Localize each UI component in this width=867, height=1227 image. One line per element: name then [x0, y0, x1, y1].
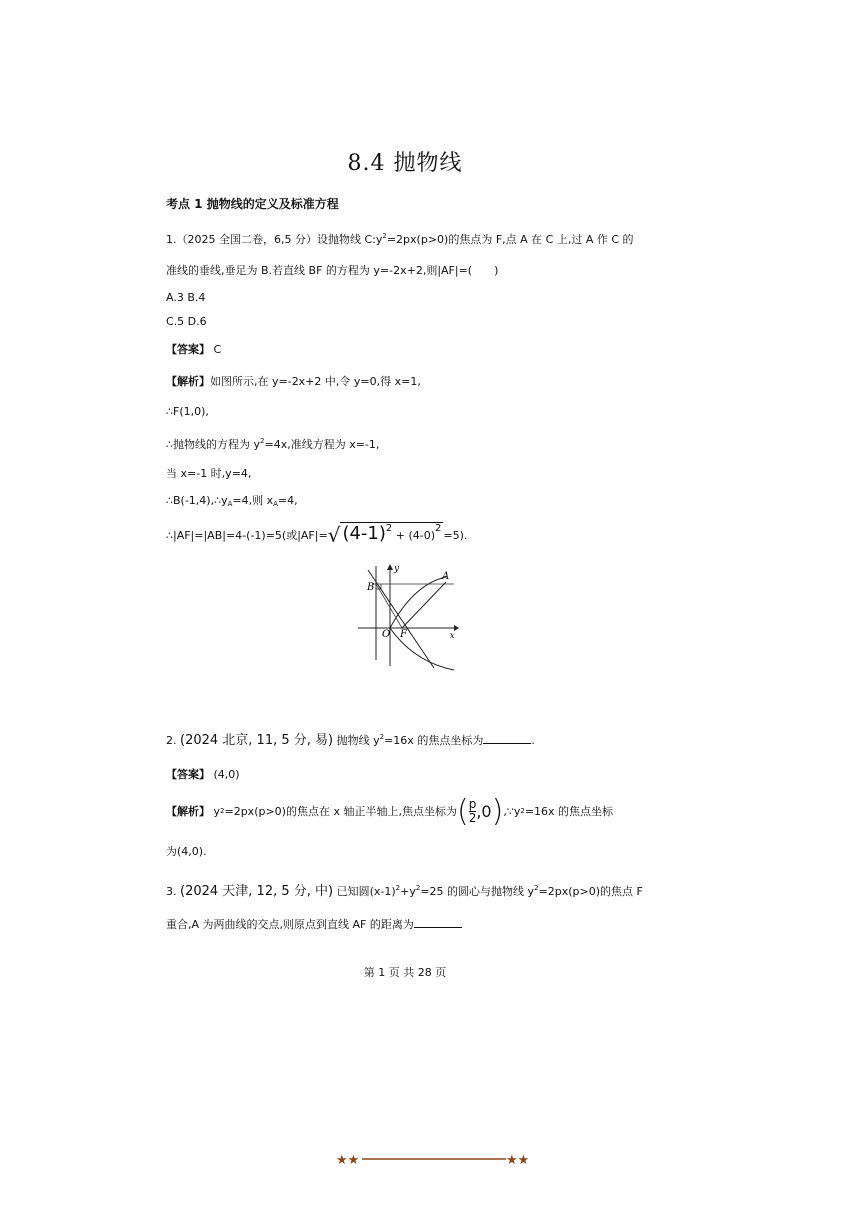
line-bf [368, 570, 434, 668]
q1-solution-line4: 当 x=-1 时,y=4, [166, 467, 252, 480]
q2-answer-row [166, 766, 240, 782]
y-axis-arrow [387, 564, 393, 570]
q1-solution-text6a: ∴|AF|=|AB|=4-(-1)=5(或|AF|= [166, 529, 328, 542]
q2-answer-value: (4,0) [213, 768, 240, 781]
q1-option-ab: A.3 B.4 [166, 291, 206, 304]
q2-answer-label: 【答案】 [166, 768, 210, 781]
label-o: O [382, 629, 391, 640]
q2-sup: 2 [379, 733, 385, 741]
q1-stem-line1 [166, 231, 634, 247]
line-bf-seg [376, 584, 402, 628]
q3-sup3: 2 [534, 884, 539, 892]
q1-answer-value: C [213, 343, 222, 356]
q1-solution-text3b: =4x,准线方程为 x=-1, [264, 438, 380, 451]
p-over-2-fraction [469, 798, 477, 825]
q3-line2-text: 重合,A 为两曲线的交点,则原点到直线 AF 的距离为 [166, 918, 414, 931]
star-icon-right: ★★ [506, 1153, 530, 1168]
q3-source: (2024 天津, 12, 5 分, 中) [180, 884, 334, 899]
section-heading: 考点 1 抛物线的定义及标准方程 [166, 197, 339, 211]
frac-tail: ,0 [476, 801, 492, 821]
q1-solution-text5a: ∴B(-1,4),∴y [166, 494, 228, 507]
q1-solution-sub5b: A [273, 500, 278, 508]
q3-sup2: 2 [415, 884, 421, 892]
q3-text-c: =25 的圆心与抛物线 y [420, 885, 535, 898]
q1-solution-text3a: ∴抛物线的方程为 y [166, 438, 261, 451]
q2-ana-d: =16x 的焦点坐标 [524, 805, 614, 818]
q1-solution-line1 [166, 373, 421, 389]
page-title: 8.4 抛物线 [347, 151, 463, 176]
frac-denominator: 2 [468, 810, 477, 825]
frac-close-paren: ) [491, 793, 504, 829]
q1-solution-sub5a: A [227, 500, 233, 508]
q2-text-end: . [531, 734, 535, 747]
q3-sup1: 2 [395, 884, 401, 892]
page-footer: 第 1 页 共 28 页 [363, 966, 447, 979]
sqrt-term2: + (4-0) [392, 529, 436, 542]
q1-solution-text5b: =4,则 x [232, 494, 274, 507]
q2-analysis-label: 【解析】 [166, 805, 210, 818]
q1-solution-line5 [166, 492, 298, 508]
q1-stem-text-a: 1.（2025 全国二卷，6,5 分）设抛物线 C:y [166, 233, 383, 246]
q3-number: 3. [166, 885, 177, 898]
label-x: x [450, 631, 455, 640]
q1-answer-row [166, 341, 221, 357]
sqrt-sign: √ [327, 523, 341, 547]
q1-solution-text6b: =5). [443, 529, 468, 542]
sqrt-sup2: 2 [435, 523, 442, 534]
q1-solution-text1: 如图所示,在 y=-2x+2 中,令 y=0,得 x=1, [210, 375, 421, 388]
q3-text-b: +y [400, 885, 416, 898]
q3-stem-line2 [166, 916, 462, 932]
frac-numerator: p [468, 796, 477, 811]
q3-answer-blank [414, 917, 462, 928]
q2-analysis-line2: 为(4,0). [166, 845, 207, 858]
q1-option-cd: C.5 D.6 [166, 315, 207, 328]
q2-ana-c: ,∵y [503, 804, 521, 818]
q1-analysis-label: 【解析】 [166, 375, 210, 388]
q1-solution-sup3: 2 [260, 437, 265, 445]
q1-solution-line6 [166, 522, 467, 547]
footer-ornament [336, 1150, 532, 1168]
q3-text-d: =2px(p>0)的焦点 F [538, 885, 643, 898]
q3-stem-line1 [166, 880, 643, 899]
q2-ana-b: =2px(p>0)的焦点在 x 轴正半轴上,焦点坐标为 [224, 805, 457, 818]
label-a: A [442, 571, 450, 582]
q1-stem-line2: 准线的垂线,垂足为 B.若直线 BF 的方程为 y=-2x+2,则|AF|=( ) [166, 264, 499, 277]
frac-open-paren: ( [456, 793, 469, 829]
sqrt-body [340, 522, 443, 544]
label-b: B [367, 582, 375, 593]
q1-stem-text-b: =2px(p>0)的焦点为 F,点 A 在 C 上,过 A 作 C 的 [386, 233, 634, 246]
star-icon-left: ★★ [336, 1153, 360, 1168]
q2-stem [166, 729, 535, 748]
q2-text-b: =16x 的焦点坐标为 [384, 734, 484, 747]
q2-text-a: 抛物线 y [336, 734, 380, 747]
q1-solution-line2: ∴F(1,0), [166, 405, 209, 418]
line-af [402, 582, 446, 628]
q2-analysis-line1: 【解析】 y 2 =2px(p>0)的焦点在 x 轴正半轴上,焦点坐标为 ( $\frac{p}{2}$ ,0 ) ,∵y 2 =16x 的焦点坐标 [166, 793, 614, 829]
q1-solution-line3 [166, 436, 379, 452]
parabola-figure [354, 562, 462, 672]
x-axis-arrow [454, 625, 459, 631]
q1-stem-sup: 2 [382, 232, 387, 240]
q2-number: 2. [166, 734, 177, 747]
q1-answer-label: 【答案】 [166, 343, 210, 356]
q3-text-a: 已知圆(x-1) [336, 885, 396, 898]
sqrt-sup1: 2 [385, 523, 393, 534]
label-y: y [394, 564, 400, 574]
q2-source: (2024 北京, 11, 5 分, 易) [180, 733, 334, 748]
q2-answer-blank [483, 733, 531, 744]
label-f: F [400, 629, 407, 640]
q2-ana-a: y [213, 804, 221, 818]
sqrt-term1: (4-1) [342, 523, 386, 544]
q1-solution-text5c: =4, [277, 494, 298, 507]
